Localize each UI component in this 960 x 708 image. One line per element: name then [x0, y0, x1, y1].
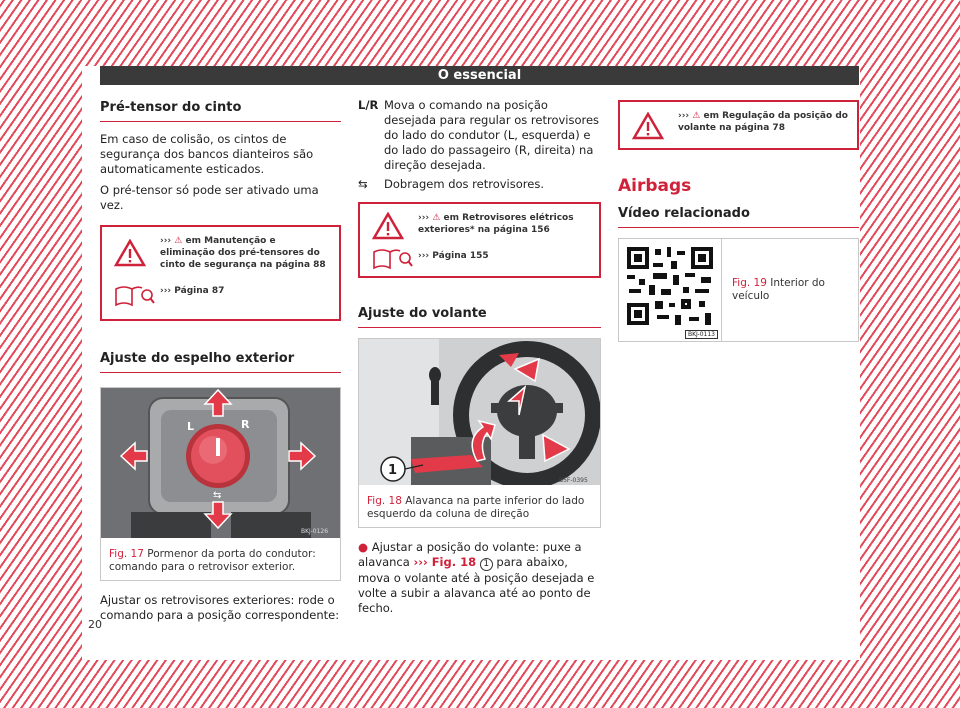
chevron-icon: ›››: [418, 251, 430, 261]
warning-triangle-icon: [114, 239, 146, 271]
chevron-icon: ›››: [678, 111, 690, 121]
section-title-steering: Ajuste do volante: [358, 306, 601, 328]
lr-instruction: [358, 98, 601, 173]
manual-page: [82, 66, 860, 660]
steering-text-pre: Ajustar a posição do volante: puxe a alavanca: [358, 540, 582, 569]
page-link-text[interactable]: Página 155: [432, 251, 489, 261]
page-link-text[interactable]: Página 87: [174, 286, 225, 296]
mirror-control-illustration: [101, 388, 340, 538]
warning-box-steering: [618, 100, 859, 150]
warning-link-row[interactable]: [418, 212, 591, 236]
figure-label: Fig. 18: [367, 495, 402, 507]
figure-19-caption: [722, 271, 858, 309]
warning-box-belt: [100, 225, 341, 321]
qr-code-icon: [623, 243, 717, 329]
bullet-icon: ●: [358, 540, 369, 554]
section-title-mirror: Ajuste do espelho exterior: [100, 351, 341, 373]
mirror-left-label: L: [187, 420, 195, 433]
warning-link-row[interactable]: [160, 235, 331, 271]
warning-small-icon: ⚠: [692, 111, 701, 121]
figure-18-caption: [359, 489, 600, 527]
warning-link-text[interactable]: em Regulação da posição do volante na página 78: [678, 111, 848, 133]
mirror-right-label: R: [241, 418, 250, 431]
lr-text: Mova o comando na posição desejada para regular os retrovisores do lado do condutor (L, esquerda) e do lado do passageiro (R, direita) na direção desejada.: [384, 98, 600, 172]
qr-code[interactable]: [619, 239, 722, 341]
section-header: O essencial: [100, 66, 859, 85]
lr-key: L/R: [358, 98, 379, 112]
page-link-row[interactable]: [160, 285, 331, 297]
figure-17-caption: [101, 542, 340, 580]
warning-triangle-icon: [632, 112, 664, 144]
figure-caption-text: Pormenor da porta do condutor: comando para o retrovisor exterior.: [109, 548, 316, 573]
warning-small-icon: ⚠: [174, 236, 183, 246]
page-number: 20: [88, 618, 102, 631]
warning-link-row[interactable]: [678, 110, 849, 134]
figure-code: BKJ-0126: [301, 528, 329, 535]
figure-caption-text: Interior do veículo: [732, 277, 825, 302]
qr-code-label: BKJ-0113: [685, 330, 718, 339]
warning-small-icon: ⚠: [432, 213, 441, 223]
warning-link-text[interactable]: em Retrovisores elétricos exteriores* na página 156: [418, 213, 574, 235]
steering-text-post: para abaixo, mova o volante até à posição desejada e volte a subir a alavanca até ao ponto de fecho.: [358, 555, 595, 615]
video-related-title: Vídeo relacionado: [618, 206, 859, 228]
fold-text: Dobragem dos retrovisores.: [384, 177, 544, 191]
figure-code: B5F-0395: [559, 477, 588, 484]
figure-label: Fig. 19: [732, 277, 767, 289]
book-reference-icon: [372, 248, 414, 274]
figure-caption-text: Alavanca na parte inferior do lado esquerdo da coluna de direção: [367, 495, 585, 520]
callout-ref-1: 1: [480, 558, 493, 571]
svg-text:⇆: ⇆: [213, 490, 222, 501]
mirror-paragraph: Ajustar os retrovisores exteriores: rode o comando para a posição correspondente:: [100, 593, 340, 622]
belt-paragraph-2: O pré-tensor só pode ser ativado uma vez.: [100, 183, 319, 212]
warning-link-text[interactable]: em Manutenção e eliminação dos pré-tensores do cinto de segurança na página 88: [160, 236, 326, 270]
belt-paragraph-1: Em caso de colisão, os cintos de segurança dos bancos dianteiros são automaticamente esticados.: [100, 132, 314, 176]
warning-triangle-icon: [372, 212, 404, 244]
figure-label: Fig. 17: [109, 548, 144, 560]
steering-paragraph: [358, 540, 601, 616]
warning-box-mirror: [358, 202, 601, 278]
chevron-icon: ›››: [160, 286, 172, 296]
steering-wheel-illustration: [359, 339, 600, 485]
figure-17: [100, 387, 341, 581]
callout-1: 1: [388, 463, 398, 478]
figure-19: [618, 238, 859, 342]
section-title-belt-pretensioner: Pré-tensor do cinto: [100, 100, 341, 122]
figure-18: [358, 338, 601, 528]
column-middle: [358, 98, 601, 622]
fold-mirror-icon: ⇆: [358, 177, 368, 191]
airbags-heading: Airbags: [618, 176, 692, 196]
column-right: [618, 100, 859, 350]
fold-instruction: [358, 177, 601, 192]
chevron-icon: ›››: [160, 236, 172, 246]
chevron-icon: ›››: [418, 213, 430, 223]
figure-18-link[interactable]: ››› Fig. 18: [413, 555, 477, 569]
column-left: [100, 90, 341, 629]
page-link-row[interactable]: [418, 250, 591, 262]
book-reference-icon: [114, 285, 156, 311]
